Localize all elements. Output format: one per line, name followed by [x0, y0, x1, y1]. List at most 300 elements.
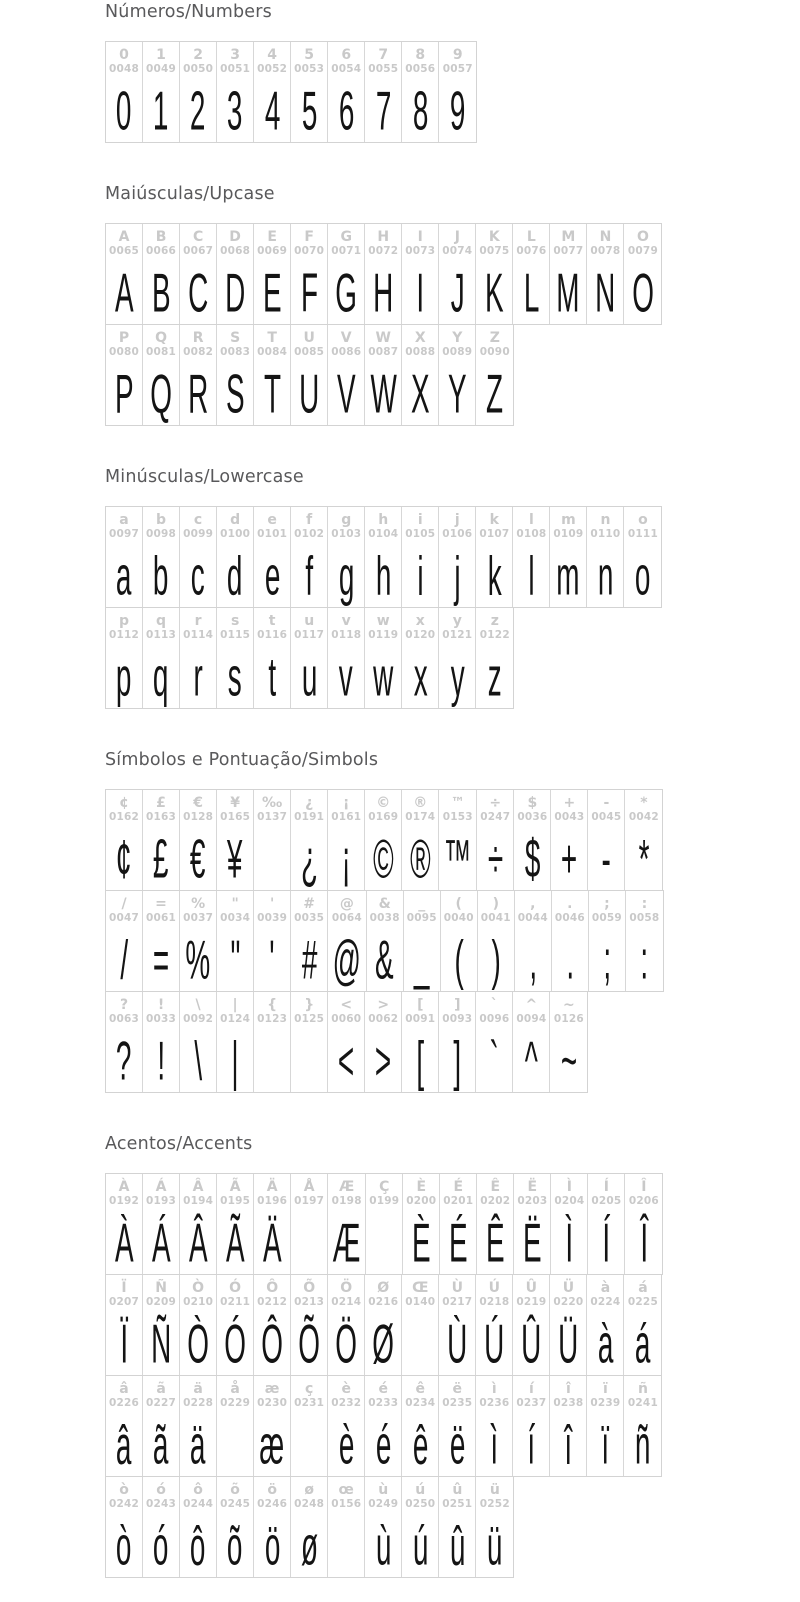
unicode-code: 0043 — [554, 811, 585, 823]
glyph-sample: ø — [300, 1515, 318, 1577]
unicode-code: 0076 — [516, 245, 547, 257]
glyph-cell — [439, 1376, 476, 1476]
unicode-code: 0078 — [590, 245, 621, 257]
unicode-code: 0242 — [109, 1498, 140, 1510]
reference-char: ! — [157, 997, 165, 1013]
glyph-cell — [217, 790, 254, 890]
glyph-sample: m — [556, 545, 581, 607]
reference-char: f — [306, 512, 313, 528]
unicode-code: 0210 — [183, 1296, 214, 1308]
glyph-sample: Ë — [523, 1212, 542, 1274]
glyph-cell — [180, 224, 217, 324]
reference-char: ù — [378, 1482, 389, 1498]
unicode-code: 0098 — [146, 528, 177, 540]
glyph-sample: 1 — [153, 80, 169, 142]
glyph-cell — [291, 790, 328, 890]
reference-char: Ù — [451, 1280, 463, 1296]
reference-char: ñ — [637, 1381, 648, 1397]
glyph-sample: ) — [491, 929, 501, 991]
reference-char: o — [638, 512, 648, 528]
reference-char: n — [600, 512, 611, 528]
glyph-sample: h — [375, 545, 391, 607]
glyph-cell — [254, 1174, 291, 1274]
unicode-code: 0205 — [591, 1195, 622, 1207]
reference-char: _ — [418, 896, 426, 912]
unicode-code: 0225 — [627, 1296, 658, 1308]
reference-char: Ö — [340, 1280, 353, 1296]
reference-char: ¢ — [119, 795, 129, 811]
reference-char: ï — [603, 1381, 608, 1397]
glyph-cell — [439, 42, 476, 142]
unicode-code: 0112 — [109, 629, 140, 641]
glyph-cell — [180, 790, 217, 890]
reference-char: 9 — [452, 47, 463, 63]
unicode-code: 0081 — [146, 346, 177, 358]
reference-char: K — [488, 229, 500, 245]
unicode-code: 0122 — [479, 629, 510, 641]
reference-char: ) — [492, 896, 499, 912]
reference-char: Ú — [488, 1280, 501, 1296]
reference-char: Ã — [229, 1179, 241, 1195]
glyph-cell — [328, 507, 365, 607]
glyph-sample: y — [450, 646, 465, 708]
unicode-code: 0227 — [146, 1397, 177, 1409]
unicode-code: 0203 — [517, 1195, 548, 1207]
glyph-row — [105, 223, 662, 325]
glyph-cell — [550, 507, 587, 607]
glyph-sample: k — [487, 545, 502, 607]
glyph-cell — [439, 325, 476, 425]
reference-char: û — [452, 1482, 463, 1498]
glyph-cell — [513, 507, 550, 607]
unicode-code: 0108 — [516, 528, 547, 540]
glyph-sample: Û — [521, 1313, 542, 1375]
glyph-cell — [291, 992, 328, 1092]
reference-char: à — [600, 1280, 611, 1296]
reference-char: % — [191, 896, 206, 912]
unicode-code: 0047 — [109, 912, 140, 924]
unicode-code: 0054 — [331, 63, 362, 75]
glyph-sample: é — [375, 1414, 391, 1476]
glyph-cell — [328, 42, 365, 142]
reference-char: * — [640, 795, 648, 811]
unicode-code: 0249 — [368, 1498, 399, 1510]
reference-char: Á — [155, 1179, 167, 1195]
reference-char: 7 — [378, 47, 389, 63]
unicode-code: 0206 — [628, 1195, 659, 1207]
reference-char: É — [453, 1179, 464, 1195]
glyph-row — [105, 991, 588, 1093]
glyph-sample: b — [153, 545, 169, 607]
glyph-sample: | — [231, 1030, 239, 1092]
glyph-cell — [402, 1376, 439, 1476]
glyph-cell — [476, 507, 513, 607]
reference-char: å — [230, 1381, 240, 1397]
glyph-sample: í — [527, 1414, 536, 1476]
glyph-sample: , — [528, 929, 537, 991]
reference-char: ë — [452, 1381, 463, 1397]
reference-char: g — [341, 512, 352, 528]
glyph-sample: ú — [412, 1515, 429, 1577]
glyph-cell — [180, 325, 217, 425]
glyph-cell — [550, 224, 587, 324]
unicode-code: 0218 — [479, 1296, 510, 1308]
unicode-code: 0090 — [479, 346, 510, 358]
glyph-row — [105, 324, 514, 426]
glyph-sample: ô — [190, 1515, 206, 1577]
glyph-cell — [439, 608, 476, 708]
unicode-code: 0124 — [220, 1013, 251, 1025]
unicode-code: 0055 — [368, 63, 399, 75]
unicode-code: 0085 — [294, 346, 325, 358]
glyph-row — [105, 1476, 514, 1578]
glyph-cell — [328, 1174, 366, 1274]
glyph-sample: Ö — [335, 1313, 358, 1375]
reference-char: ? — [119, 997, 129, 1013]
reference-char: e — [267, 512, 277, 528]
section-numbers — [105, 2, 800, 143]
reference-char: Ñ — [155, 1280, 167, 1296]
glyph-row — [105, 1375, 662, 1477]
glyph-cell — [365, 224, 402, 324]
glyph-sample: Æ — [332, 1212, 361, 1274]
glyph-cell — [143, 891, 180, 991]
unicode-code: 0199 — [369, 1195, 400, 1207]
reference-char: Ì — [566, 1179, 572, 1195]
reference-char: I — [417, 229, 423, 245]
glyph-cell — [180, 507, 217, 607]
glyph-sample: ` — [489, 1030, 499, 1092]
unicode-code: 0064 — [331, 912, 362, 924]
glyph-sample: ] — [453, 1030, 462, 1092]
section-symbols — [105, 750, 800, 1093]
unicode-code: 0229 — [220, 1397, 251, 1409]
glyph-cell — [328, 790, 365, 890]
glyph-cell — [402, 42, 439, 142]
reference-char: X — [414, 330, 426, 346]
unicode-code: 0202 — [480, 1195, 511, 1207]
unicode-code: 0062 — [368, 1013, 399, 1025]
glyph-sample: w — [373, 646, 394, 708]
unicode-code: 0117 — [294, 629, 325, 641]
glyph-sample: E — [262, 262, 282, 324]
glyph-cell — [439, 992, 476, 1092]
unicode-code: 0201 — [443, 1195, 474, 1207]
unicode-code: 0114 — [183, 629, 214, 641]
unicode-code: 0123 — [257, 1013, 288, 1025]
glyph-row-line — [105, 1477, 800, 1578]
section-title: Maiúsculas/Upcase — [105, 184, 275, 204]
reference-char: £ — [156, 795, 166, 811]
reference-char: h — [378, 512, 389, 528]
glyph-row-line — [105, 325, 800, 426]
reference-char: è — [341, 1381, 351, 1397]
reference-char: S — [230, 330, 241, 346]
reference-char: ì — [491, 1381, 497, 1397]
glyph-sample: è — [338, 1414, 354, 1476]
unicode-code: 0247 — [480, 811, 511, 823]
glyph-sample: ò — [116, 1515, 132, 1577]
glyph-cell — [551, 1174, 588, 1274]
glyph-row-line — [105, 223, 800, 325]
glyph-cell — [217, 608, 254, 708]
glyph-sample: Â — [188, 1212, 208, 1274]
glyph-sample: T — [263, 363, 281, 425]
glyph-cell — [402, 507, 439, 607]
glyph-sample: + — [561, 828, 578, 890]
glyph-sample: u — [301, 646, 317, 708]
reference-char: Æ — [339, 1179, 355, 1195]
glyph-sample: O — [632, 262, 654, 324]
glyph-sample: C — [187, 262, 209, 324]
glyph-sample: o — [635, 545, 651, 607]
glyph-cell — [439, 790, 477, 890]
glyph-cell — [365, 1275, 402, 1375]
unicode-code: 0074 — [442, 245, 473, 257]
unicode-code: 0162 — [109, 811, 140, 823]
reference-char: p — [119, 613, 130, 629]
glyph-cell — [143, 608, 180, 708]
unicode-code: 0034 — [220, 912, 251, 924]
glyph-cell — [291, 507, 328, 607]
unicode-code: 0050 — [183, 63, 214, 75]
glyph-cell — [402, 1477, 439, 1577]
glyph-cell — [217, 42, 254, 142]
glyph-sample: $ — [524, 828, 541, 890]
glyph-cell — [367, 891, 404, 991]
glyph-sample: S — [225, 363, 245, 425]
glyph-sample: £ — [153, 828, 169, 890]
unicode-code: 0039 — [257, 912, 288, 924]
glyph-row-line — [105, 608, 800, 709]
glyph-sample: 3 — [227, 80, 243, 142]
glyph-cell — [402, 790, 439, 890]
unicode-code: 0156 — [331, 1498, 362, 1510]
glyph-sample: Ì — [565, 1212, 574, 1274]
glyph-sample: N — [595, 262, 616, 324]
glyph-sample: ï — [601, 1414, 610, 1476]
unicode-code: 0137 — [257, 811, 288, 823]
glyph-sample: Õ — [298, 1313, 321, 1375]
glyph-row-line — [105, 41, 800, 143]
glyph-sample: B — [151, 262, 171, 324]
unicode-code: 0036 — [517, 811, 548, 823]
unicode-code: 0209 — [146, 1296, 177, 1308]
reference-char: C — [192, 229, 204, 245]
glyph-cell — [439, 1477, 476, 1577]
glyph-cell — [106, 790, 143, 890]
reference-char: ' — [269, 896, 275, 912]
glyph-cell — [587, 1275, 624, 1375]
glyph-cell — [550, 1376, 587, 1476]
reference-char: > — [377, 997, 390, 1013]
glyph-sample: J — [450, 262, 465, 324]
unicode-code: 0094 — [516, 1013, 547, 1025]
reference-char: Ô — [266, 1280, 279, 1296]
glyph-cell — [291, 325, 328, 425]
unicode-code: 0082 — [183, 346, 214, 358]
unicode-code: 0099 — [183, 528, 214, 540]
unicode-code: 0226 — [109, 1397, 140, 1409]
reference-char: U — [303, 330, 315, 346]
unicode-code: 0244 — [183, 1498, 214, 1510]
unicode-code: 0038 — [369, 912, 400, 924]
glyph-cell — [328, 992, 365, 1092]
glyph-cell — [180, 1174, 217, 1274]
glyph-sample: I — [416, 262, 425, 324]
unicode-code: 0100 — [220, 528, 251, 540]
glyph-cell — [106, 1376, 143, 1476]
reference-char: ô — [193, 1482, 203, 1498]
unicode-code: 0241 — [627, 1397, 658, 1409]
unicode-code: 0059 — [591, 912, 622, 924]
glyph-sample: ñ — [635, 1414, 651, 1476]
glyph-row — [105, 1173, 663, 1275]
glyph-sample: ; — [602, 929, 611, 991]
glyph-cell — [217, 1376, 254, 1476]
glyph-sample: P — [114, 363, 134, 425]
unicode-code: 0048 — [109, 63, 140, 75]
unicode-code: 0103 — [331, 528, 362, 540]
glyph-sample: ¡ — [341, 828, 351, 890]
glyph-sample: K — [485, 262, 504, 324]
unicode-code: 0196 — [257, 1195, 288, 1207]
reference-char: V — [340, 330, 352, 346]
unicode-code: 0045 — [591, 811, 622, 823]
glyph-cell — [587, 224, 624, 324]
glyph-cell — [439, 507, 476, 607]
glyph-row-line — [105, 789, 800, 891]
reference-char: ò — [119, 1482, 129, 1498]
glyph-cell — [513, 992, 550, 1092]
unicode-code: 0058 — [629, 912, 660, 924]
glyph-cell — [624, 507, 661, 607]
reference-char: . — [567, 896, 573, 912]
unicode-code: 0116 — [257, 629, 288, 641]
unicode-code: 0107 — [479, 528, 510, 540]
glyph-row-line — [105, 992, 800, 1093]
unicode-code: 0236 — [479, 1397, 510, 1409]
reference-char: | — [232, 997, 238, 1013]
glyph-cell — [513, 1275, 550, 1375]
reference-char: 3 — [230, 47, 240, 63]
unicode-code: 0053 — [294, 63, 325, 75]
reference-char: ÷ — [489, 795, 502, 811]
glyph-cell — [626, 891, 663, 991]
glyph-cell — [180, 992, 217, 1092]
glyph-sample: 5 — [301, 80, 317, 142]
glyph-sample: q — [153, 646, 169, 708]
glyph-sample: Ã — [225, 1212, 245, 1274]
glyph-cell — [365, 1376, 402, 1476]
glyph-cell — [402, 224, 439, 324]
glyph-sample: . — [565, 929, 574, 991]
glyph-cell — [624, 1376, 661, 1476]
reference-char: ó — [156, 1482, 166, 1498]
unicode-code: 0056 — [405, 63, 436, 75]
sections-container — [105, 2, 800, 1578]
glyph-sample: 0 — [116, 80, 132, 142]
glyph-sample: t — [268, 646, 277, 708]
reference-char: $ — [527, 795, 538, 811]
glyph-sample: X — [410, 363, 430, 425]
glyph-cell — [217, 891, 254, 991]
unicode-code: 0195 — [220, 1195, 251, 1207]
glyph-sample: È — [411, 1212, 431, 1274]
glyph-cell — [106, 608, 143, 708]
unicode-code: 0057 — [442, 63, 473, 75]
reference-char: ; — [604, 896, 610, 912]
unicode-code: 0194 — [183, 1195, 214, 1207]
glyph-sample: Î — [640, 1212, 648, 1274]
glyph-cell — [106, 992, 143, 1092]
glyph-sample: Z — [486, 363, 504, 425]
glyph-cell — [439, 1275, 476, 1375]
reference-char: L — [526, 229, 536, 245]
reference-char: æ — [264, 1381, 280, 1397]
glyph-cell — [217, 325, 254, 425]
reference-char: w — [376, 613, 390, 629]
unicode-code: 0065 — [109, 245, 140, 257]
glyph-sample: ™ — [443, 828, 472, 890]
reference-char: 6 — [341, 47, 352, 63]
unicode-code: 0091 — [405, 1013, 436, 1025]
glyph-sample: ä — [190, 1414, 206, 1476]
glyph-cell — [291, 1477, 328, 1577]
unicode-code: 0052 — [257, 63, 288, 75]
reference-char: & — [378, 896, 391, 912]
reference-char: Â — [192, 1179, 204, 1195]
unicode-code: 0088 — [405, 346, 436, 358]
reference-char: é — [378, 1381, 388, 1397]
glyph-cell — [254, 1376, 291, 1476]
reference-char: ú — [415, 1482, 426, 1498]
unicode-code: 0060 — [331, 1013, 362, 1025]
reference-char: x — [415, 613, 425, 629]
glyph-cell — [106, 507, 143, 607]
reference-char: i — [417, 512, 423, 528]
section-title: Acentos/Accents — [105, 1134, 253, 1154]
unicode-code: 0246 — [257, 1498, 288, 1510]
unicode-code: 0212 — [257, 1296, 288, 1308]
reference-char: Ü — [562, 1280, 575, 1296]
glyph-cell — [477, 790, 514, 890]
unicode-code: 0118 — [331, 629, 362, 641]
unicode-code: 0040 — [443, 912, 474, 924]
glyph-cell — [588, 790, 625, 890]
unicode-code: 0239 — [590, 1397, 621, 1409]
unicode-code: 0228 — [183, 1397, 214, 1409]
unicode-code: 0128 — [183, 811, 214, 823]
glyph-sample: p — [116, 646, 132, 708]
glyph-sample: & — [375, 929, 394, 991]
glyph-sample: : — [640, 929, 649, 991]
unicode-code: 0193 — [146, 1195, 177, 1207]
reference-char: ö — [267, 1482, 277, 1498]
reference-char: 1 — [156, 47, 166, 63]
glyph-sample: f — [305, 545, 314, 607]
reference-char: ™ — [450, 795, 465, 811]
glyph-cell — [552, 891, 589, 991]
unicode-code: 0163 — [146, 811, 177, 823]
section-lowercase — [105, 467, 800, 709]
reference-char: r — [194, 613, 202, 629]
glyph-sample: R — [187, 363, 209, 425]
reference-char: Ø — [377, 1280, 390, 1296]
reference-char: - — [603, 795, 610, 811]
glyph-sample: ü — [487, 1515, 503, 1577]
unicode-code: 0109 — [553, 528, 584, 540]
